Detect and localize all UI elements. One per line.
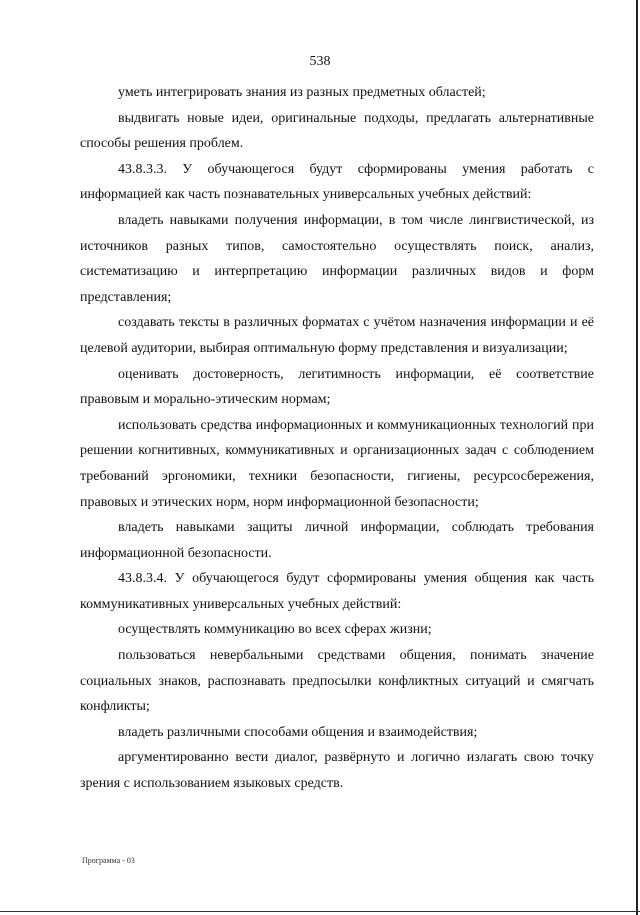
paragraph: оценивать достоверность, легитимность информации, её соответствие правовым и морально-этическим нормам; xyxy=(80,366,594,408)
body-text xyxy=(80,80,594,797)
paragraph: владеть различными способами общения и взаимодействия; xyxy=(118,724,478,740)
paragraph: 43.8.3.4. У обучающегося будут сформированы умения общения как часть коммуникативных универсальных учебных действий: xyxy=(80,571,594,612)
paragraph: уметь интегрировать знания из разных предметных областей; xyxy=(118,85,486,100)
paragraph: использовать средства информационных и коммуникационных технологий при решении когнитивных, коммуникативных и организационных задач с соблюдением требований эргономики, техники безопасности, гигиены, ресурсосбережения, правовых и этических норм, норм информационной безопасности; xyxy=(80,417,594,510)
paragraph: владеть навыками получения информации, в том числе лингвистической, из источников разных типов, самостоятельно осуществлять поиск, анализ, систематизацию и интерпретацию информации различных видов и форм представления; xyxy=(80,212,594,305)
page-footer: Программа - 03 xyxy=(82,856,135,865)
paragraph: создавать тексты в различных форматах с учётом назначения информации и её целевой аудитории, выбирая оптимальную форму представления и визуализации; xyxy=(80,315,594,356)
paragraph: 43.8.3.3. У обучающегося будут сформированы умения работать с информацией как часть познавательных универсальных учебных действий: xyxy=(80,161,594,203)
scan-edge-bottom xyxy=(0,911,640,912)
page-number: 538 xyxy=(309,54,331,69)
paragraph: владеть навыками защиты личной информации, соблюдать требования информационной безопасности. xyxy=(80,520,594,561)
paragraph: аргументированно вести диалог, развёрнуто и логично излагать свою точку зрения с использованием языковых средств. xyxy=(80,750,594,792)
scan-edge-right xyxy=(636,0,638,915)
paragraph: пользоваться невербальными средствами общения, понимать значение социальных знаков, распознавать предпосылки конфликтных ситуаций и смягчать конфликты; xyxy=(80,648,594,715)
paragraph: осуществлять коммуникацию во всех сферах жизни; xyxy=(118,622,432,638)
paragraph: выдвигать новые идеи, оригинальные подходы, предлагать альтернативные способы решения проблем. xyxy=(80,110,594,152)
